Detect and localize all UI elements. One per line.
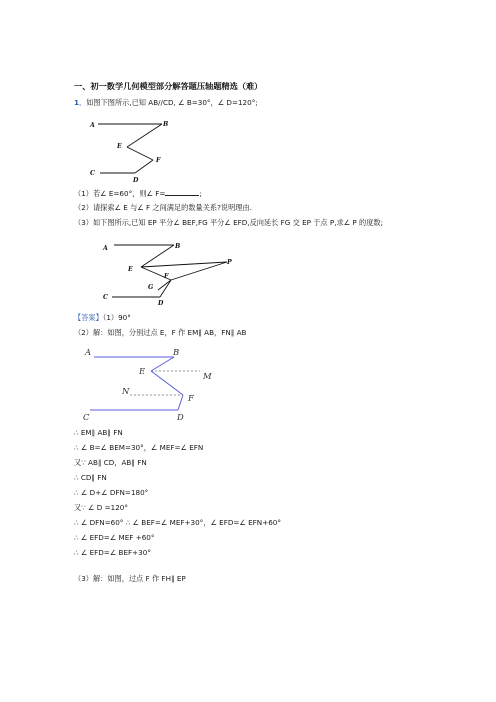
question-1 (74, 188, 202, 198)
proof-step-9: ∴ ∠ EFD=∠ BEF+30° (74, 548, 151, 557)
proof-step-8: ∴ ∠ EFD=∠ MEF +60° (74, 533, 155, 542)
proof-step-7: ∴ ∠ DFN=60° ∴ ∠ BEF=∠ MEF+30°，∠ EFD=∠ EFN+60° (74, 518, 281, 527)
figure-1 (86, 118, 176, 186)
segment-fg (158, 280, 171, 290)
proof-step-5: ∴ ∠ D+∠ DFN=180° (74, 488, 149, 497)
label-e: E (128, 266, 133, 273)
proof-step-1: ∴ EM∥ AB∥ FN (74, 428, 123, 437)
answer-part-3: （3）解：如图，过点 F 作 FH∥ EP (74, 574, 186, 583)
segment-be (141, 245, 174, 267)
segment-fd (135, 160, 153, 173)
segment-ef (151, 371, 183, 395)
figure-2 (96, 236, 246, 310)
label-f: F (188, 393, 194, 403)
label-c: C (90, 170, 95, 177)
question-3: （3）如下图所示,已知 EP 平分∠ BEF,FG 平分∠ EFD,反向延长 FG 交 EP 于点 P,求∠ P 的度数; (74, 218, 384, 227)
label-c: C (103, 294, 108, 301)
segment-be (127, 124, 162, 147)
segment-ef (127, 147, 153, 160)
problem-stem-text: 如图下图所示,已知 AB//CD, ∠ B=30°，∠ D=120°; (86, 98, 258, 107)
label-n: N (122, 386, 130, 396)
answer-part-2-intro: （2）解：如图，分别过点 E，F 作 EM∥ AB，FN∥ AB (74, 328, 247, 337)
figure-3 (80, 344, 220, 426)
label-g: G (148, 284, 154, 291)
label-p: P (227, 259, 232, 266)
proof-step-6: 又∵ ∠ D =120° (74, 503, 128, 512)
label-a: A (85, 347, 92, 357)
label-e: E (139, 366, 146, 376)
label-b: B (163, 121, 169, 128)
label-f: F (164, 273, 169, 280)
label-d: D (158, 300, 164, 307)
problem-number: 1． (74, 98, 87, 107)
segment-fd (178, 395, 183, 410)
label-e: E (117, 143, 122, 150)
label-m: M (203, 371, 212, 381)
problem-1-stem (74, 98, 258, 107)
proof-step-4: ∴ CD∥ FN (74, 473, 107, 482)
proof-step-2: ∴ ∠ B=∠ BEM=30°，∠ MEF=∠ EFN (74, 443, 204, 452)
answer-tag: 【答案】 (74, 313, 103, 322)
proof-step-3: 又∵ AB∥ CD，AB∥ FN (74, 458, 147, 467)
label-c: C (83, 412, 90, 422)
label-a: A (90, 122, 95, 129)
section-heading: 一、初一数学几何模型部分解答题压轴题精选（难） (74, 81, 263, 91)
label-f: F (156, 157, 161, 164)
label-b: B (173, 347, 180, 357)
segment-fd (160, 280, 171, 297)
label-b: B (175, 243, 181, 250)
label-d: D (177, 412, 184, 422)
question-2: （2）请探索∠ E 与∠ F 之间满足的数量关系?说明理由. (74, 203, 252, 212)
label-a: A (103, 245, 108, 252)
answer-blank (165, 188, 202, 198)
answer-part-1-text: （1）90° (102, 313, 131, 322)
question-1-text: （1）若∠ E=60°，则∠ F= (74, 189, 166, 198)
question-1-suffix: ; (199, 189, 202, 198)
answer-part-1 (74, 313, 131, 322)
label-d: D (133, 177, 139, 184)
segment-be (151, 357, 174, 371)
